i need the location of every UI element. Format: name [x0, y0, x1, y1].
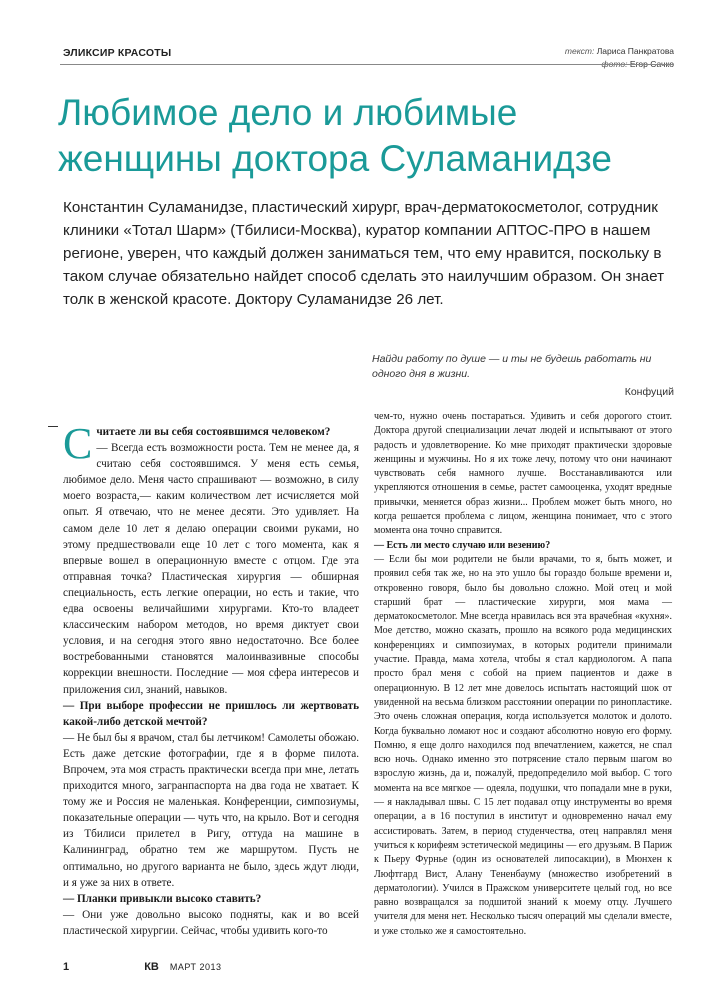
page-number: 1	[63, 961, 70, 973]
magazine-name: КВ	[144, 961, 159, 973]
epigraph-author: Конфуций	[624, 386, 674, 398]
epigraph	[372, 352, 674, 400]
dropcap: С	[63, 419, 93, 468]
text-credit: Лариса Панкратова	[596, 46, 674, 56]
answer-3-continued: чем-то, нужно очень постараться. Удивить и себя дорогого стоит. Доктора другой специализации лечат людей и испытывают от этого радость и удовлетворение. Ко мне приходят практически здоровые женщины и мужчины. Но я их тоже лечу, потому что они начинают чувствовать себя намного лучше. Восстанавливаются или укрепляются отношения в семье, растет самооценка, уходят вредные привычки, меняется образ жизни... Проблем может быть много, но когда решается проблема с лицом, женщина понимает, что с этого момента она точно справится.	[374, 411, 672, 537]
text-column-left	[63, 419, 359, 939]
text-credit-key: текст:	[564, 46, 595, 56]
section-label: ЭЛИКСИР КРАСОТЫ	[63, 47, 172, 59]
epigraph-text: Найди работу по душе — и ты не будешь работать ни одного дня в жизни.	[372, 353, 652, 380]
issue-date: МАРТ 2013	[169, 962, 222, 972]
page-footer	[63, 961, 222, 973]
top-rule	[60, 64, 674, 65]
question-2: — При выборе профессии не пришлось ли жертвовать какой-либо детской мечтой?	[63, 699, 359, 728]
text-column-right	[374, 410, 672, 939]
answer-4: — Если бы мои родители не были врачами, то я, быть может, и проявил себя так же, но на это ушло бы гораздо больше времени и, откровенно говоря, было бы довольно сложно. Мой отец и мой старший брат — пластические хирурги, моя мама — дерматокосметолог. Мне всегда нравилась вся эта врачебная «кухня». Мое детство, можно сказать, прошло на всякого рода медицинских конференциях и симпозиумах, в которых родители принимали участие. Правда, мама хотела, чтобы я стал кардиологом. А папа просто брал меня с собой на прием пациентов и даже в операционную. В 12 лет мне довелось испытать настоящий шок от увиденной на весьма близком расстоянии операции по ринопластике. Это очень сложная операция, когда используется молоток и долото. Когда буквально ломают нос и создают абсолютно новую его форму. Помню, я еще долго находился под впечатлением, кажется, не спал всю ночь. Однако именно это потрясение стало первым шагом во взрослую жизнь, да и, пожалуй, предопределило мой выбор. С того момента на все мягкое — одеяла, подушки, что попадали мне в руки,— я накладывал швы. С 15 лет подавал отцу инструменты во время операции, а в 16 поступил в институт и одновременно начал ему ассистировать. Затем, в период студенчества, отец направлял меня учиться к корифеям эстетической медицины — его друзьям. В Париж к Пьеру Фурнье (один из основателей липосакции), в Мюнхен к Люфтгард Вист, Алану Тененбауму (множество изобретений в дерматологии). Учился в Пражском университете целый год, но все равно возвращался за подшитой знаний к моему отцу. Лучшего учителя для меня нет. Несколько тысяч операций мы сделали вместе, и уже столько же я самостоятельно.	[374, 553, 672, 937]
credits	[565, 45, 674, 71]
dash-mark	[48, 426, 58, 427]
question-4: — Есть ли место случаю или везению?	[374, 539, 551, 551]
article-title: Любимое дело и любимые женщины доктора Суламанидзе	[58, 92, 612, 179]
photo-credit-key: фото:	[601, 59, 628, 69]
answer-3: — Они уже довольно высоко подняты, как и во всей пластической хирургии. Сейчас, чтобы удивить кого-то	[63, 908, 359, 937]
question-1: читаете ли вы себя состоявшимся человеком?	[96, 426, 331, 438]
article-lead: Константин Суламанидзе, пластический хирург, врач-дерматокосметолог, сотрудник клиники «Тотал Шарм» (Тбилиси-Москва), куратор компании АПТОС-ПРО в нашем регионе, уверен, что каждый должен заниматься тем, что ему нравится, поскольку в таком случае обязательно найдет способ сделать это наилучшим образом. Он знает толк в женской красоте. Доктору Суламанидзе 26 лет.	[63, 199, 665, 308]
question-3: — Планки привыкли высоко ставить?	[63, 892, 262, 905]
photo-credit: Егор Сачко	[629, 59, 674, 69]
answer-1: — Всегда есть возможности роста. Тем не менее да, я считаю себя состоявшимся. У меня есть семья, любимое дело. Меня часто спрашивают — возможно, в силу моего возраста,— каким количеством лет исчисляется мой опыт. Я отвечаю, что не менее десяти. Это удивляет. На самом деле 10 лет я делаю операции своими руками, но этому предшествовали еще 10 лет с того момента, как я впервые вошел в операционную вместе с отцом. Где эта отправная точка? Пластическая хирургия — обширная специальность, есть легкие операции, но есть и такие, что едва освоены величайшими хирургами. Кто-то владеет классическим набором методов, но время диктует свои условия, и на сегодня этого явно недостаточно. Все более востребованными становятся малоинвазивные способы коррекции внешности. Последние — моя сфера интересов и приложения сил, знаний, навыков.	[63, 442, 359, 696]
answer-2: — Не был бы я врачом, стал бы летчиком! Самолеты обожаю. Есть даже детские фотографии, где я в форме пилота. Впрочем, эта моя страсть практически всегда при мне, летать приходится много, загранпаспорта на два года не хватает. К тому же и Россия не маленькая. Конференции, симпозиумы, показательные операции — чуть что, на крыло. Вот и сегодня из Тбилиси прилетел в Ригу, оттуда на машине в Калининград, обратно тем же маршрутом. Пусть не оптимально, но другого варианта не было, здесь ждут люди, и я уже за них в ответе.	[63, 731, 359, 889]
